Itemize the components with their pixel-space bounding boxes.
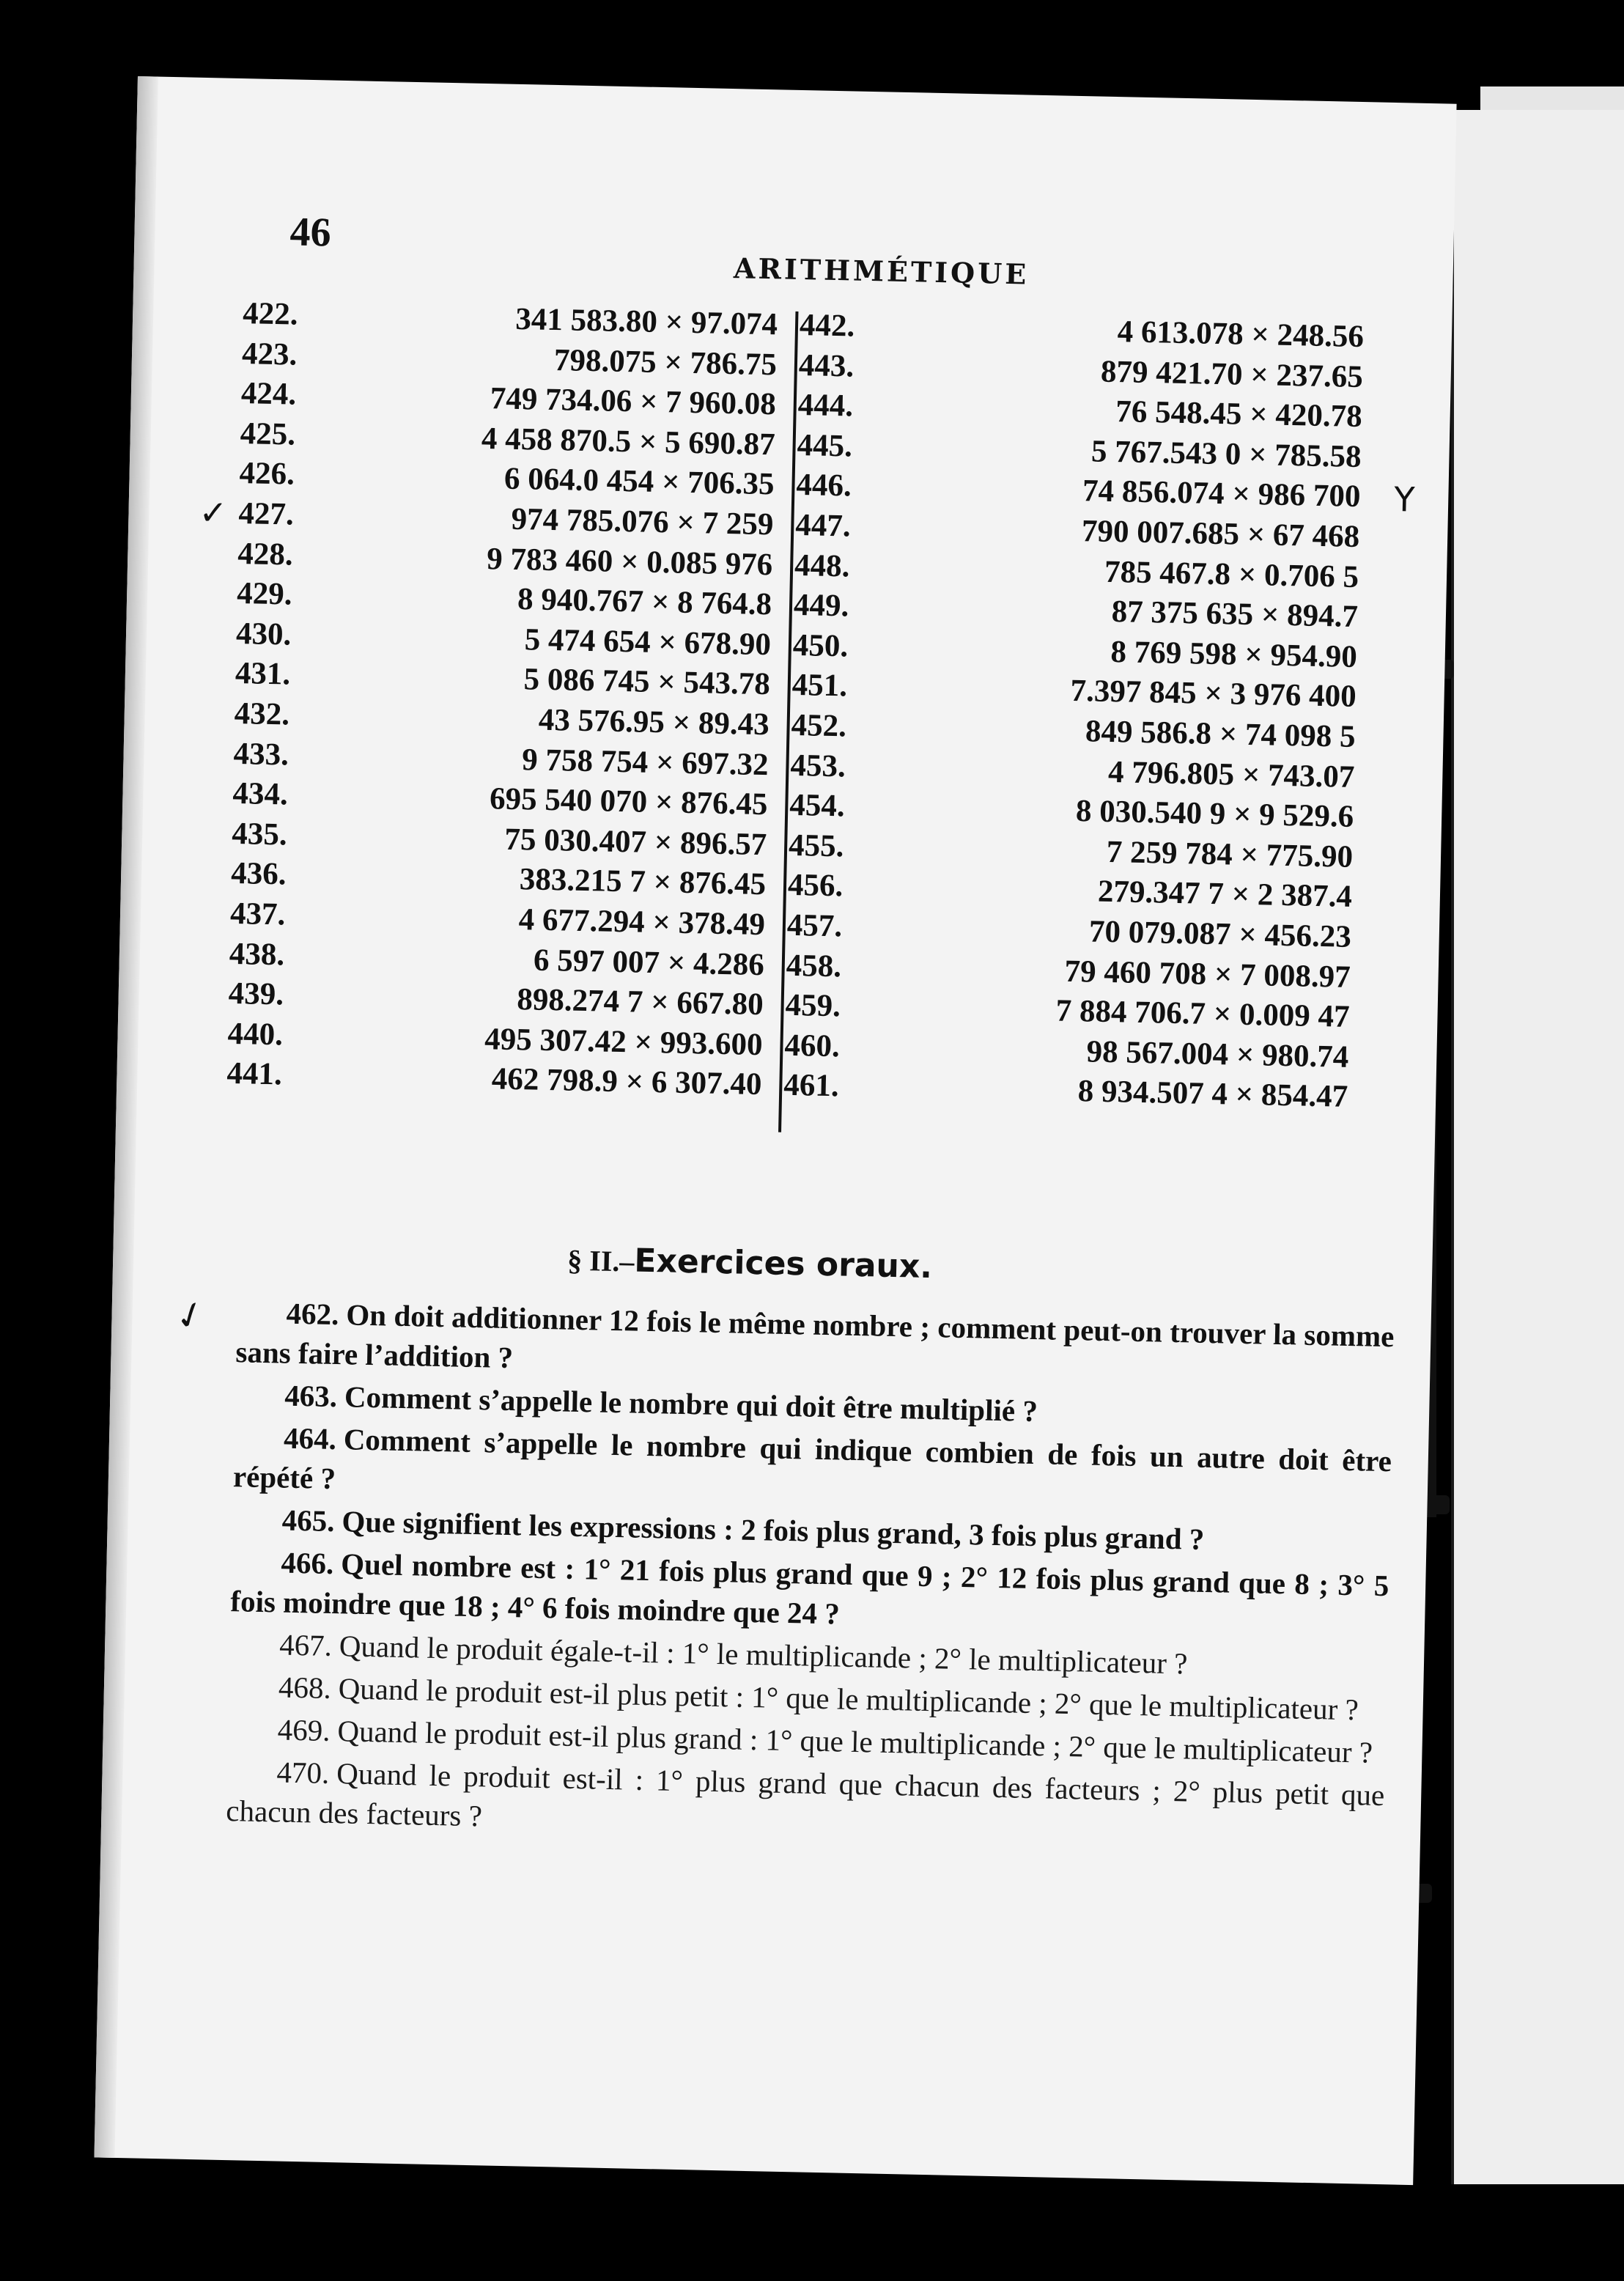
multiplication-problems xyxy=(114,293,1452,1259)
problem-number: 438. xyxy=(229,936,285,972)
problem-expression: 79 460 708 × 7 008.97 xyxy=(1064,954,1351,995)
problem-number: 440. xyxy=(227,1016,284,1053)
problem-number: 424. xyxy=(240,376,297,412)
problem-expression: 849 586.8 × 74 098 5 xyxy=(1085,714,1356,754)
problem-expression: 4 458 870.5 × 5 690.87 xyxy=(481,421,776,463)
exercise-text: Quand le produit est-il plus petit : 1° que le multiplicande ; 2° que le multiplicateur ? xyxy=(338,1671,1359,1727)
problem-expression: 974 785.076 × 7 259 xyxy=(511,501,774,542)
problem-expression: 6 597 007 × 4.286 xyxy=(533,943,765,982)
problem-expression: 462 798.9 × 6 307.40 xyxy=(491,1061,762,1102)
problem-number: 461. xyxy=(783,1068,840,1104)
section-title-text: Exercices oraux. xyxy=(633,1242,933,1286)
problems-right-column xyxy=(776,307,1453,1121)
handwritten-check-462: ✓ xyxy=(169,1290,212,1341)
problem-number: 460. xyxy=(784,1028,841,1064)
problem-number: 444. xyxy=(797,388,854,424)
problem-number: 455. xyxy=(788,828,844,864)
problem-number: 422. xyxy=(242,296,298,332)
section-symbol: § II.– xyxy=(566,1243,635,1278)
problem-number: 451. xyxy=(791,668,848,704)
handwritten-check-427: ✓ xyxy=(198,492,228,533)
problem-expression: 74 856.074 × 986 700 xyxy=(1082,473,1361,515)
problem-expression: 4 796.805 × 743.07 xyxy=(1107,754,1355,795)
oral-exercises xyxy=(226,1292,1395,1857)
problem-expression: 5 086 745 × 543.78 xyxy=(523,662,771,702)
problem-expression: 5 474 654 × 678.90 xyxy=(524,622,772,663)
problem-number: 436. xyxy=(230,856,287,892)
problem-expression: 798.075 × 786.75 xyxy=(553,342,778,382)
problem-expression: 7.397 845 × 3 976 400 xyxy=(1070,674,1357,715)
problem-number: 450. xyxy=(792,627,849,664)
problem-expression: 383.215 7 × 876.45 xyxy=(519,862,767,902)
problem-number: 430. xyxy=(235,616,292,652)
problem-number: 459. xyxy=(785,987,841,1024)
problem-number: 429. xyxy=(236,576,292,612)
problem-expression: 43 576.95 × 89.43 xyxy=(538,702,770,742)
problem-number: 441. xyxy=(226,1056,283,1092)
problem-expression: 87 375 635 × 894.7 xyxy=(1111,594,1359,635)
problem-number: 448. xyxy=(794,548,850,584)
problem-number: 449. xyxy=(793,588,849,624)
problem-number: 423. xyxy=(241,336,298,372)
problem-number: 439. xyxy=(228,976,284,1012)
exercise-text: Quand le produit égale-t-il : 1° le multiplicande ; 2° le multiplicateur ? xyxy=(339,1629,1188,1681)
problem-expression: 7 884 706.7 × 0.009 47 xyxy=(1055,993,1350,1034)
problem-number: 443. xyxy=(798,347,855,384)
problem-expression: 785 467.8 × 0.706 5 xyxy=(1104,554,1359,594)
exercise-number: 464. xyxy=(283,1420,337,1456)
problem-number: 442. xyxy=(799,307,855,344)
problem-number: 452. xyxy=(791,707,847,744)
problem-expression: 749 734.06 × 7 960.08 xyxy=(490,381,777,422)
problem-expression: 495 307.42 × 993.600 xyxy=(484,1021,764,1062)
problem-expression: 9 783 460 × 0.085 976 xyxy=(486,541,773,582)
problem-expression: 5 767.543 0 × 785.58 xyxy=(1090,434,1362,474)
problem-expression: 4 613.078 × 248.56 xyxy=(1117,314,1365,355)
neighbour-page xyxy=(1451,110,1624,2184)
problem-number: 456. xyxy=(787,868,844,904)
exercise-number: 470. xyxy=(276,1755,330,1790)
problem-number: 434. xyxy=(232,776,289,812)
book-page xyxy=(95,76,1457,2185)
problem-expression: 8 030.540 9 × 9 529.6 xyxy=(1075,794,1354,835)
exercise-number: 467. xyxy=(278,1627,333,1663)
exercise-text: Quand le produit est-il : 1° plus grand que chacun des facteurs ; 2° plus petit que chacun des facteurs ? xyxy=(225,1756,1385,1833)
problem-expression: 6 064.0 454 × 706.35 xyxy=(503,461,775,502)
exercise-text: Comment s’appelle le nombre qui doit être multiplié ? xyxy=(344,1379,1038,1429)
exercise-text: Que signifient les expressions : 2 fois plus grand, 3 fois plus grand ? xyxy=(342,1504,1205,1556)
problem-expression: 8 940.767 × 8 764.8 xyxy=(517,582,772,622)
problem-expression: 75 030.407 × 896.57 xyxy=(504,822,767,862)
problem-number: 425. xyxy=(240,416,296,452)
problem-number: 458. xyxy=(786,948,842,984)
exercise-text: On doit additionner 12 fois le même nombre ; comment peut-on trouver la somme sans faire l’addition ? xyxy=(235,1297,1395,1375)
exercise-number: 463. xyxy=(284,1378,338,1414)
page-number: 46 xyxy=(289,209,332,256)
problem-expression: 898.274 7 × 667.80 xyxy=(516,982,764,1022)
problem-number: 446. xyxy=(796,468,852,504)
problem-number: 426. xyxy=(239,456,295,492)
exercise-number: 465. xyxy=(281,1503,336,1539)
problem-expression: 76 548.45 × 420.78 xyxy=(1115,394,1363,435)
problem-number: 454. xyxy=(789,787,846,824)
problem-number: 457. xyxy=(786,907,843,944)
problem-number: 433. xyxy=(233,736,289,773)
exercise-text: Comment s’appelle le nombre qui indique combien de fois un autre doit être répété ? xyxy=(232,1422,1392,1496)
problem-expression: 8 934.507 4 × 854.47 xyxy=(1077,1074,1348,1115)
exercise-number: 466. xyxy=(281,1545,334,1581)
exercise-text: Quand le produit est-il plus grand : 1° que le multiplicande ; 2° que le multiplicateur ? xyxy=(337,1714,1373,1769)
neighbour-page-tab xyxy=(1480,86,1624,111)
problem-expression: 695 540 070 × 876.45 xyxy=(489,781,768,822)
problem-expression: 341 583.80 × 97.074 xyxy=(514,301,778,342)
problem-expression: 98 567.004 × 980.74 xyxy=(1086,1034,1349,1075)
problem-expression: 879 421.70 × 237.65 xyxy=(1100,354,1364,394)
problem-expression: 8 769 598 × 954.90 xyxy=(1110,634,1358,674)
problem-expression: 70 079.087 × 456.23 xyxy=(1088,914,1352,954)
exercise-text: Quel nombre est : 1° 21 fois plus grand que 9 ; 2° 12 fois plus grand que 8 ; 3° 5 fois moindre que 18 ; 4° 6 fois moindre que 24 ? xyxy=(229,1547,1389,1631)
exercise-number: 462. xyxy=(286,1296,339,1332)
problem-number: 432. xyxy=(234,696,290,732)
running-head: ARITHMÉTIQUE xyxy=(733,251,1030,291)
handwritten-mark-446: Y xyxy=(1393,479,1415,520)
problem-number: 453. xyxy=(790,748,846,784)
problem-number: 427. xyxy=(238,495,295,532)
problem-expression: 790 007.685 × 67 468 xyxy=(1081,514,1360,555)
section-title xyxy=(567,1241,933,1286)
problem-expression: 279.347 7 × 2 387.4 xyxy=(1097,874,1353,915)
problem-number: 445. xyxy=(797,427,853,464)
exercise-number: 468. xyxy=(278,1670,332,1706)
exercise-number: 469. xyxy=(277,1712,331,1747)
problem-number: 428. xyxy=(237,536,294,572)
problem-number: 435. xyxy=(231,816,288,852)
problem-expression: 7 259 784 × 775.90 xyxy=(1106,834,1354,874)
problem-expression: 9 758 754 × 697.32 xyxy=(521,742,769,782)
problem-number: 437. xyxy=(229,896,286,932)
problem-number: 447. xyxy=(794,507,852,544)
problem-expression: 4 677.294 × 378.49 xyxy=(518,902,766,943)
problem-number: 431. xyxy=(235,656,291,692)
